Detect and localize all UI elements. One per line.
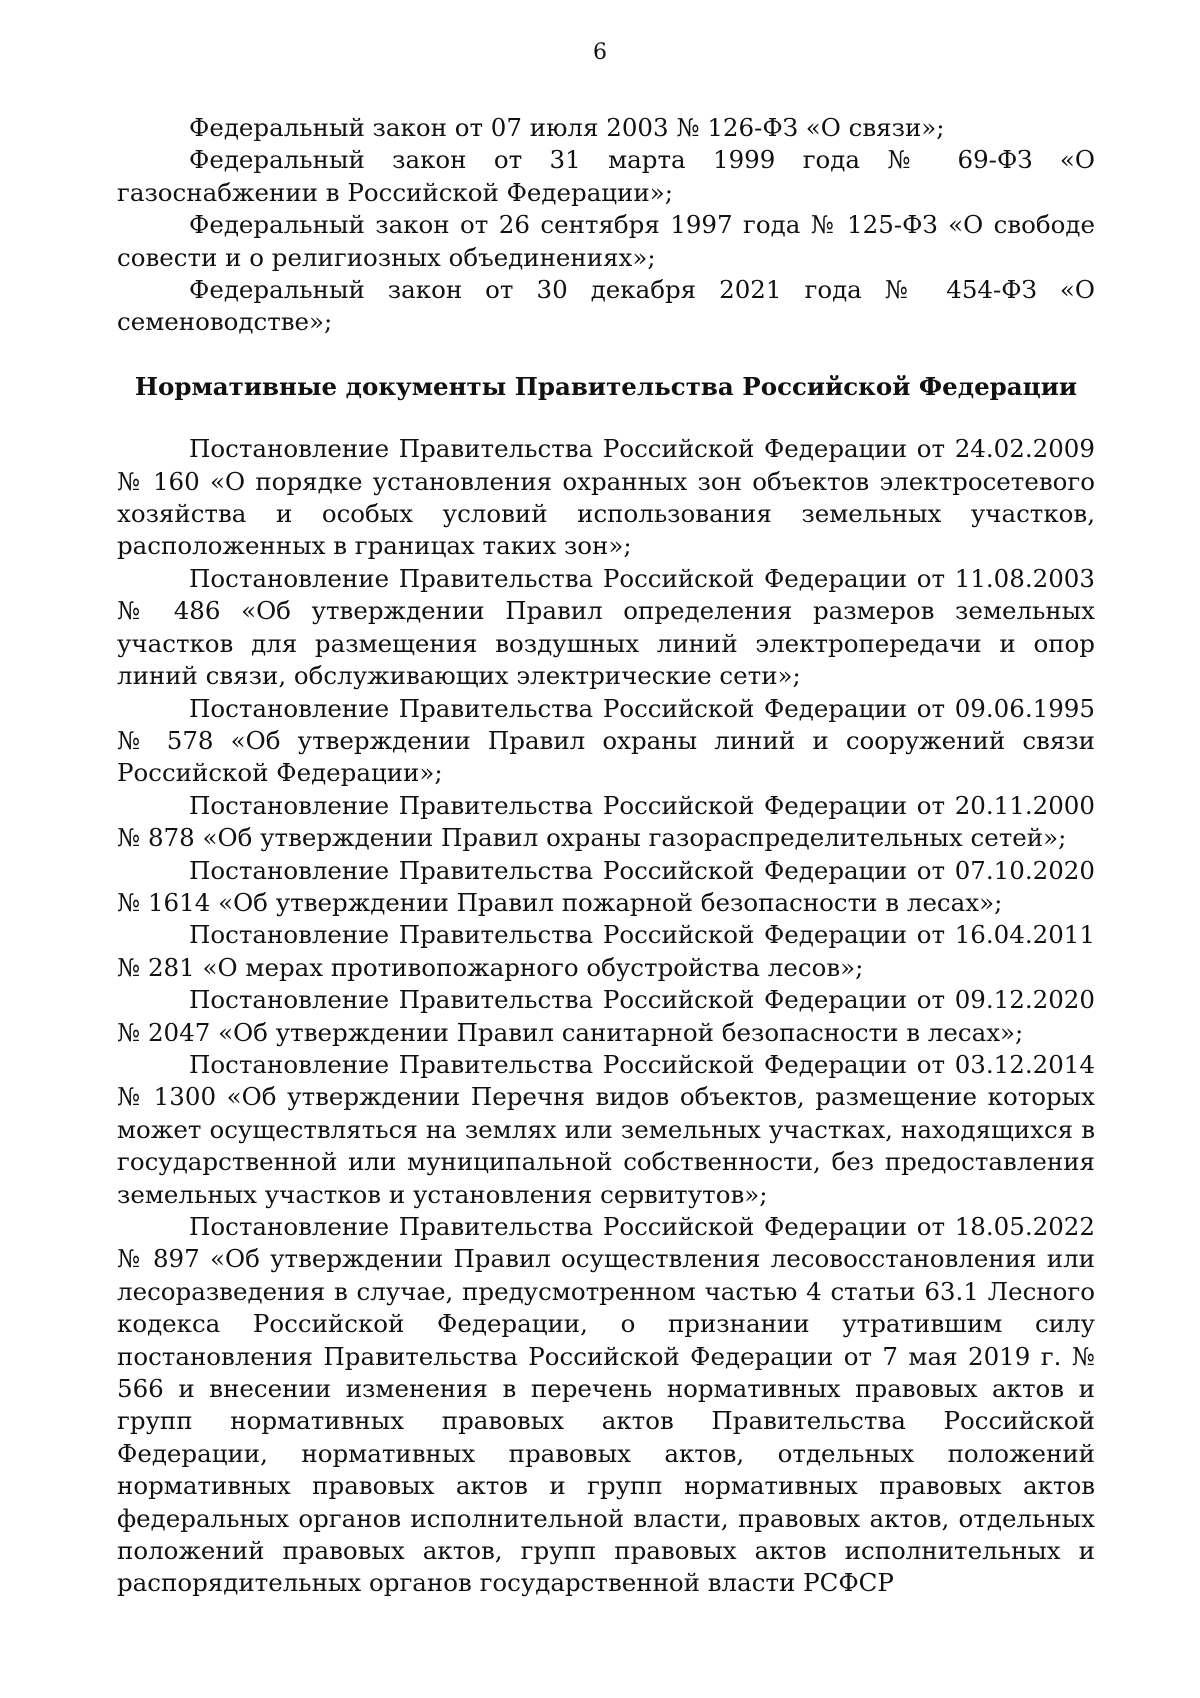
page-number: 6 — [593, 40, 607, 65]
government-act-item: Постановление Правительства Российской Федерации от 03.12.2014 № 1300 «Об утверждении Перечня видов объектов, размещение которых может осуществляться на землях или земельных участках, находящихся в государственной или муниципальной собственности, без предоставления земельных участков и установления сервитутов»; — [117, 1049, 1095, 1209]
government-act-item: Постановление Правительства Российской Федерации от 09.06.1995 № 578 «Об утверждении Правил охраны линий и сооружений связи Российской Федерации»; — [117, 693, 1095, 788]
federal-laws-list — [117, 112, 1095, 339]
government-act-item: Постановление Правительства Российской Федерации от 18.05.2022 № 897 «Об утверждении Правил осуществления лесовосстановления или лесоразведения в случае, предусмотренном частью 4 статьи 63.1 Лесного кодекса Российской Федерации, о признании утратившим силу постановления Правительства Российской Федерации от 7 мая 2019 г. № 566 и внесении изменения в перечень нормативных правовых актов и групп нормативных правовых актов Правительства Российской Федерации, нормативных правовых актов, отдельных положений нормативных правовых актов и групп нормативных правовых актов федеральных органов исполнительной власти, правовых актов, отдельных положений правовых актов, групп правовых актов исполнительных и распорядительных органов государственной власти РСФСР — [117, 1212, 1095, 1598]
government-act-item: Постановление Правительства Российской Федерации от 09.12.2020 № 2047 «Об утверждении Правил санитарной безопасности в лесах»; — [117, 985, 1095, 1047]
federal-law-item: Федеральный закон от 31 марта 1999 года № 69-ФЗ «О газоснабжении в Российской Федерации»; — [117, 145, 1095, 207]
federal-law-item: Федеральный закон от 26 сентября 1997 года № 125-ФЗ «О свободе совести и о религиозных объединениях»; — [117, 210, 1095, 272]
government-act-item: Постановление Правительства Российской Федерации от 24.02.2009 № 160 «О порядке установления охранных зон объектов электросетевого хозяйства и особых условий использования земельных участков, расположенных в границах таких зон»; — [117, 434, 1095, 561]
federal-law-item: Федеральный закон от 07 июля 2003 № 126-ФЗ «О связи»; — [189, 113, 945, 142]
government-act-item: Постановление Правительства Российской Федерации от 11.08.2003 № 486 «Об утверждении Правил определения размеров земельных участков для размещения воздушных линий электропередачи и опор линий связи, обслуживающих электрические сети»; — [117, 563, 1095, 691]
section-heading: Нормативные документы Правительства Российской Федерации — [134, 371, 1078, 401]
government-act-item: Постановление Правительства Российской Федерации от 16.04.2011 № 281 «О мерах противопожарного обустройства лесов»; — [117, 920, 1095, 982]
government-acts-list — [117, 433, 1095, 1600]
government-act-item: Постановление Правительства Российской Федерации от 20.11.2000 № 878 «Об утверждении Правил охраны газораспределительных сетей»; — [117, 790, 1095, 853]
federal-law-item: Федеральный закон от 30 декабря 2021 года № 454-ФЗ «О семеноводстве»; — [117, 275, 1095, 337]
document-body — [117, 112, 1095, 1600]
government-act-item: Постановление Правительства Российской Федерации от 07.10.2020 № 1614 «Об утверждении Правил пожарной безопасности в лесах»; — [117, 855, 1095, 917]
